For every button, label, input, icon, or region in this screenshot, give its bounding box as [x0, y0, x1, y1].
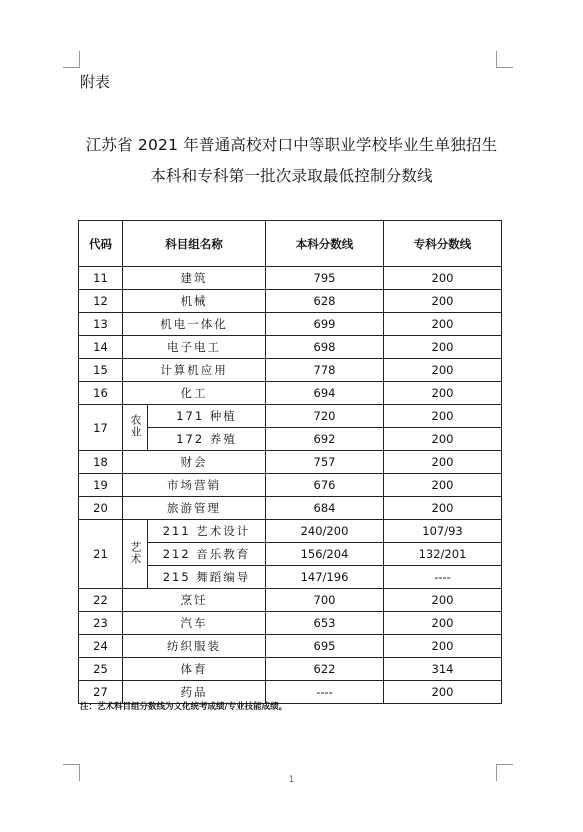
bk-score-cell: 778 [266, 359, 384, 382]
subject-name-cell: 市场营销 [123, 474, 266, 497]
table-row [79, 451, 502, 474]
subject-name-cell: 烹饪 [123, 589, 266, 612]
zk-score-cell: 200 [384, 681, 502, 704]
subject-name-cell: 172 养殖 [148, 428, 266, 451]
table-row [79, 635, 502, 658]
bk-score-cell: 720 [266, 405, 384, 428]
zk-score-cell: 107/93 [384, 520, 502, 543]
bk-score-cell: 698 [266, 336, 384, 359]
zk-score-cell: 200 [384, 428, 502, 451]
subject-name-cell: 机电一体化 [123, 313, 266, 336]
bk-score-cell: 700 [266, 589, 384, 612]
zk-score-cell: 200 [384, 336, 502, 359]
subject-name-cell: 211 艺术设计 [148, 520, 266, 543]
table-row [79, 520, 502, 543]
bk-score-cell: 757 [266, 451, 384, 474]
subject-name-cell: 建筑 [123, 267, 266, 290]
table-row [79, 658, 502, 681]
group-cell [123, 520, 148, 589]
zk-score-cell: 200 [384, 359, 502, 382]
table-body [79, 267, 502, 704]
code-cell: 16 [79, 382, 123, 405]
table-row [79, 589, 502, 612]
code-cell: 17 [79, 405, 123, 451]
zk-score-cell: 200 [384, 405, 502, 428]
code-cell: 15 [79, 359, 123, 382]
zk-score-cell: 314 [384, 658, 502, 681]
table-row [79, 267, 502, 290]
zk-score-cell: 200 [384, 612, 502, 635]
zk-score-cell: ---- [384, 566, 502, 589]
subject-name-cell: 纺织服装 [123, 635, 266, 658]
code-cell: 27 [79, 681, 123, 704]
zk-score-cell: 200 [384, 589, 502, 612]
group-cell [123, 405, 148, 451]
subject-name-cell: 财会 [123, 451, 266, 474]
code-cell: 13 [79, 313, 123, 336]
crop-mark-top-right [496, 51, 513, 68]
code-cell: 18 [79, 451, 123, 474]
subject-name-cell: 旅游管理 [123, 497, 266, 520]
table-header-row [79, 221, 502, 267]
zk-score-cell: 200 [384, 451, 502, 474]
code-cell: 12 [79, 290, 123, 313]
subject-name-cell: 汽车 [123, 612, 266, 635]
subject-name-cell: 215 舞蹈编导 [148, 566, 266, 589]
bk-score-cell: 240/200 [266, 520, 384, 543]
code-cell: 11 [79, 267, 123, 290]
table-row [79, 497, 502, 520]
zk-score-cell: 200 [384, 382, 502, 405]
bk-score-cell: ---- [266, 681, 384, 704]
header-bk: 本科分数线 [266, 221, 384, 267]
code-cell: 22 [79, 589, 123, 612]
subject-name-cell: 药品 [123, 681, 266, 704]
header-code: 代码 [79, 221, 123, 267]
zk-score-cell: 200 [384, 635, 502, 658]
bk-score-cell: 694 [266, 382, 384, 405]
zk-score-cell: 132/201 [384, 543, 502, 566]
table-row [79, 474, 502, 497]
bk-score-cell: 628 [266, 290, 384, 313]
group-label: 农业 [129, 414, 142, 438]
document-title-line-2: 本科和专科第一批次录取最低控制分数线 [150, 167, 433, 185]
header-name: 科目组名称 [123, 221, 266, 267]
code-cell: 25 [79, 658, 123, 681]
zk-score-cell: 200 [384, 313, 502, 336]
code-cell: 23 [79, 612, 123, 635]
bk-score-cell: 692 [266, 428, 384, 451]
crop-mark-top-left [63, 51, 80, 68]
document-title-line-1: 江苏省 2021 年普通高校对口中等职业学校毕业生单独招生 [85, 136, 498, 154]
table-row [79, 290, 502, 313]
group-label: 艺术 [129, 540, 142, 565]
bk-score-cell: 147/196 [266, 566, 384, 589]
bk-score-cell: 676 [266, 474, 384, 497]
table-row [79, 382, 502, 405]
zk-score-cell: 200 [384, 267, 502, 290]
subject-name-cell: 化工 [123, 382, 266, 405]
table-row [79, 336, 502, 359]
table-row [79, 313, 502, 336]
subject-name-cell: 171 种植 [148, 405, 266, 428]
score-table [78, 220, 502, 704]
subject-name-cell: 体育 [123, 658, 266, 681]
table-row [79, 359, 502, 382]
code-cell: 19 [79, 474, 123, 497]
bk-score-cell: 653 [266, 612, 384, 635]
bk-score-cell: 695 [266, 635, 384, 658]
footnote: 注：艺术科目组分数线为文化统考成绩/专业技能成绩。 [80, 702, 288, 712]
code-cell: 20 [79, 497, 123, 520]
table-row [79, 612, 502, 635]
code-cell: 21 [79, 520, 123, 589]
bk-score-cell: 684 [266, 497, 384, 520]
bk-score-cell: 795 [266, 267, 384, 290]
code-cell: 14 [79, 336, 123, 359]
zk-score-cell: 200 [384, 497, 502, 520]
header-zk: 专科分数线 [384, 221, 502, 267]
subject-name-cell: 机械 [123, 290, 266, 313]
subject-name-cell: 电子电工 [123, 336, 266, 359]
bk-score-cell: 699 [266, 313, 384, 336]
page-number: 1 [288, 775, 295, 785]
subject-name-cell: 212 音乐教育 [148, 543, 266, 566]
zk-score-cell: 200 [384, 290, 502, 313]
subject-name-cell: 计算机应用 [123, 359, 266, 382]
bk-score-cell: 156/204 [266, 543, 384, 566]
code-cell: 24 [79, 635, 123, 658]
bk-score-cell: 622 [266, 658, 384, 681]
appendix-label: 附表 [80, 73, 111, 91]
zk-score-cell: 200 [384, 474, 502, 497]
table-row [79, 405, 502, 428]
